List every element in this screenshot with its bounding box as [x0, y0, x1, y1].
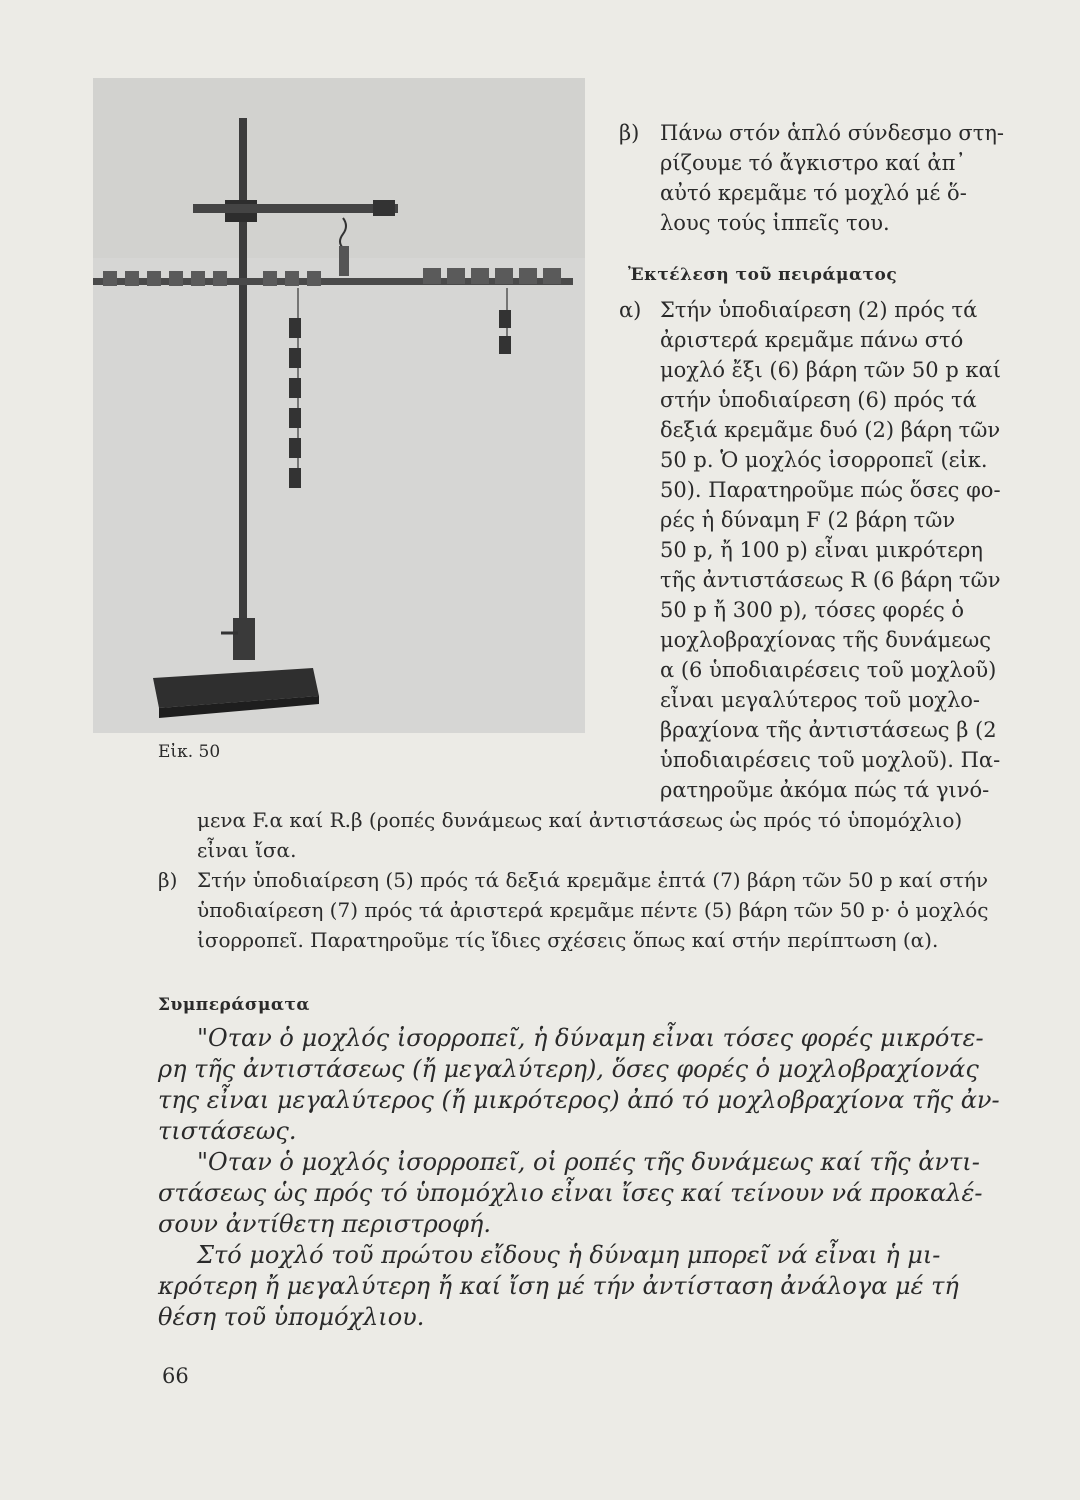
conclusion-line: τιστάσεως.: [158, 1117, 297, 1145]
section-b-setup-label: β): [619, 121, 640, 145]
figure-caption: Εἰκ. 50: [158, 742, 221, 762]
execution-a-label: α): [619, 298, 642, 322]
conclusion-line: θέση τοῦ ὑπομόχλιου.: [158, 1303, 425, 1331]
execution-a-line: στήν ὑποδιαίρεση (6) πρός τά: [660, 388, 977, 412]
execution-a-line: βραχίονα τῆς ἀντιστάσεως β (2: [660, 718, 997, 742]
execution-a-line: 50 p ἤ 300 p), τόσες φορές ὁ: [660, 598, 965, 622]
execution-b-line: Στήν ὑποδιαίρεση (5) πρός τά δεξιά κρεμᾶμε ἑπτά (7) βάρη τῶν 50 p καί στήν: [197, 868, 989, 892]
execution-a-full-line: μενα F.α καί R.β (ροπές δυνάμεως καί ἀντιστάσεως ὡς πρός τό ὑπομόχλιο): [197, 808, 963, 832]
execution-a-line: δεξιά κρεμᾶμε δυό (2) βάρη τῶν: [660, 418, 1001, 442]
execution-b-line: ἰσορροπεῖ. Παρατηροῦμε τίς ἴδιες σχέσεις ὅπως καί στήν περίπτωση (α).: [197, 928, 939, 952]
figure-photo: [93, 78, 585, 733]
execution-a-line: ρατηροῦμε ἀκόμα πώς τά γινό-: [660, 778, 990, 802]
execution-a-line: α (6 ὑποδιαιρέσεις τοῦ μοχλοῦ): [660, 658, 997, 682]
conclusions-heading: Συμπεράσματα: [158, 995, 311, 1015]
conclusion-line: Στό μοχλό τοῦ πρώτου εἴδους ἡ δύναμη μπορεῖ νά εἶναι ἡ μι-: [197, 1241, 941, 1269]
execution-a-line: μοχλό ἔξι (6) βάρη τῶν 50 p καί: [660, 358, 1001, 382]
execution-a-line: μοχλοβραχίονας τῆς δυνάμεως: [660, 628, 992, 652]
execution-a-line: 50 p. Ὁ μοχλός ἰσορροπεῖ (εἰκ.: [660, 448, 988, 472]
execution-b-label: β): [158, 868, 178, 892]
execution-a-line: τῆς ἀντιστάσεως R (6 βάρη τῶν: [660, 568, 1001, 592]
execution-a-line: εἶναι μεγαλύτερος τοῦ μοχλο-: [660, 688, 980, 712]
execution-a-line: 50). Παρατηροῦμε πώς ὅσες φο-: [660, 478, 1001, 502]
execution-a-line: 50 p, ἤ 100 p) εἶναι μικρότερη: [660, 538, 983, 562]
conclusion-line: κρότερη ἤ μεγαλύτερη ἤ καί ἴση μέ τήν ἀντίσταση ἀνάλογα μέ τή: [158, 1272, 959, 1300]
conclusion-line: ρη τῆς ἀντιστάσεως (ἤ μεγαλύτερη), ὅσες φορές ὁ μοχλοβραχίονάς: [158, 1055, 979, 1083]
execution-b-line: ὑποδιαίρεση (7) πρός τά ἀριστερά κρεμᾶμε πέντε (5) βάρη τῶν 50 p· ὁ μοχλός: [197, 898, 989, 922]
setup-line: λους τούς ἱππεῖς του.: [660, 211, 890, 235]
execution-heading: Ἐκτέλεση τοῦ πειράματος: [628, 265, 898, 285]
lever-apparatus-illustration: [93, 78, 585, 733]
conclusion-line: "Οταν ὁ μοχλός ἰσορροπεῖ, οἱ ροπές τῆς δυνάμεως καί τῆς ἀντι-: [197, 1148, 980, 1176]
page-number: 66: [162, 1364, 189, 1388]
conclusion-line: σουν ἀντίθετη περιστροφή.: [158, 1210, 491, 1238]
execution-a-line: ὑποδιαιρέσεις τοῦ μοχλοῦ). Πα-: [660, 748, 1001, 772]
execution-a-line: ἀριστερά κρεμᾶμε πάνω στό: [660, 328, 964, 352]
conclusion-line: "Οταν ὁ μοχλός ἰσορροπεῖ, ἡ δύναμη εἶναι τόσες φορές μικρότε-: [197, 1024, 984, 1052]
setup-line: ρίζουμε τό ἄγκιστρο καί ἀπ᾿: [660, 151, 966, 175]
execution-a-line: ρές ἡ δύναμη F (2 βάρη τῶν: [660, 508, 956, 532]
execution-a-full-line: εἶναι ἴσα.: [197, 838, 297, 862]
execution-a-line: Στήν ὑποδιαίρεση (2) πρός τά: [660, 298, 978, 322]
conclusion-line: της εἶναι μεγαλύτερος (ἤ μικρότερος) ἀπό τό μοχλοβραχίονα τῆς ἀν-: [158, 1086, 1000, 1114]
setup-line: Πάνω στόν ἁπλό σύνδεσμο στη-: [660, 121, 1005, 145]
conclusion-line: στάσεως ὡς πρός τό ὑπομόχλιο εἶναι ἴσες καί τείνουν νά προκαλέ-: [158, 1179, 983, 1207]
setup-line: αὐτό κρεμᾶμε τό μοχλό μέ ὅ-: [660, 181, 967, 205]
